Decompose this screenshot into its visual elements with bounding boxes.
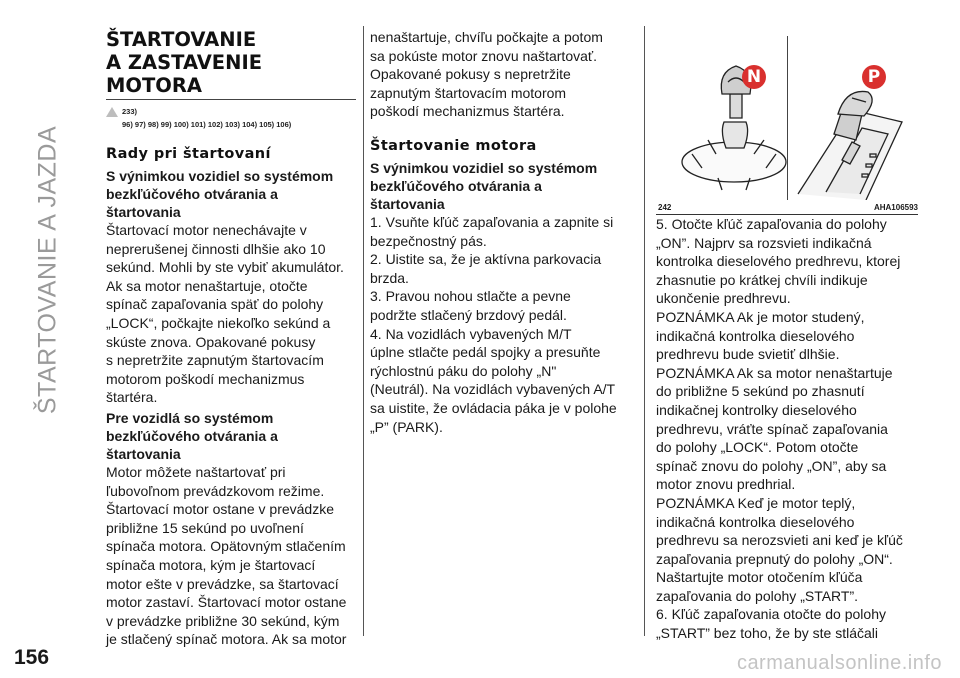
text-line: motor ešte v prevádzke, sa štartovací <box>106 575 339 592</box>
text-line: indikačnej kontrolky dieselového <box>656 401 857 418</box>
text-line: „ON”. Najprv sa rozsvieti indikačná <box>656 234 872 251</box>
warning-ref-text: 233) <box>122 107 138 116</box>
text-line: indikačná kontrolka dieselového <box>656 513 855 530</box>
text-line: Ak sa motor nenaštartuje, otočte <box>106 277 308 294</box>
text-line: „LOCK“, počkajte niekoľko sekúnd a <box>106 314 331 331</box>
warning-reference <box>106 106 356 117</box>
text-line: do približne 5 sekúnd po zhasnutí <box>656 383 865 400</box>
column-divider <box>363 26 364 636</box>
text-line: POZNÁMKA Keď je motor teplý, <box>656 494 856 511</box>
text-line: POZNÁMKA Ak je motor studený, <box>656 308 865 325</box>
note-references <box>106 119 356 130</box>
text-line: indikačná kontrolka dieselového <box>656 327 855 344</box>
text-line: (Neutrál). Na vozidlách vybavených A/T <box>370 381 616 398</box>
text-line: sa pokúste motor znovu naštartovať. <box>370 47 598 64</box>
figure-code: AHA106593 <box>873 203 918 212</box>
figure-number: 242 <box>658 203 672 212</box>
subsection-title <box>370 159 628 213</box>
title-line: ŠTARTOVANIE <box>106 28 257 51</box>
text-line: predhrevu bude svietiť dlhšie. <box>656 346 840 363</box>
subsection-title <box>106 409 356 463</box>
manual-shifter-icon <box>682 66 786 190</box>
park-badge: P <box>862 65 886 89</box>
text-line: spínač zapaľovania späť do polohy <box>106 296 324 313</box>
neutral-badge: N <box>742 65 766 89</box>
text-line: do polohy „LOCK“. Potom otočte <box>656 439 859 456</box>
gear-lever-illustration <box>656 22 918 200</box>
text-line: s nepretržite zapnutým štartovacím <box>106 352 324 369</box>
text-line: štartéra. <box>106 389 158 406</box>
page-title <box>106 28 356 97</box>
text-line: predhrevu sa nerozsvieti ani keď je kľúč <box>656 532 903 549</box>
title-line: A ZASTAVENIE <box>106 51 263 74</box>
note-icon <box>106 120 118 130</box>
text-line: Štartovací motor ostane v prevádzke <box>106 501 334 518</box>
subsection-title-line: bezkľúčového otvárania a <box>106 427 278 444</box>
text-line: podržte stlačený brzdový pedál. <box>370 306 567 323</box>
text-line: ľubovoľnom prevádzkovom režime. <box>106 482 325 499</box>
text-line: 5. Otočte kľúč zapaľovania do polohy <box>656 216 887 232</box>
text-line: zapnutým štartovacím motorom <box>370 84 567 101</box>
paragraph <box>656 215 918 643</box>
text-line: zapaľovania do polohy „START”. <box>656 587 859 604</box>
text-line: motor znovu predhrial. <box>656 476 796 493</box>
subsection-title-line: štartovania <box>370 195 445 212</box>
text-line: sekúnd. Mohli by ste vybiť akumulátor. <box>106 259 344 276</box>
text-line: 3. Pravou nohou stlačte a pevne <box>370 288 571 305</box>
title-divider <box>106 99 356 100</box>
text-line: skúste znova. Opakované pokusy <box>106 333 316 350</box>
subsection-title-line: štartovania <box>106 204 181 220</box>
title-line: MOTORA <box>106 74 202 97</box>
text-line: sa uistite, že ovládacia páka je v polohe <box>370 399 617 416</box>
subsection-title-line: bezkľúčového otvárania a <box>370 177 542 194</box>
gear-lever-figure <box>656 22 918 200</box>
automatic-selector-icon <box>798 91 902 200</box>
subsection-title <box>106 167 356 221</box>
text-line: rýchlostnú páku do polohy „N" <box>370 362 557 379</box>
text-line: „START” bez toho, že by ste stláčali <box>656 625 879 642</box>
paragraph <box>106 463 356 649</box>
text-line: 6. Kľúč zapaľovania otočte do polohy <box>656 606 886 623</box>
text-line: motor zastaví. Štartovací motor ostane <box>106 594 347 611</box>
text-line: 1. Vsuňte kľúč zapaľovania a zapnite si <box>370 213 614 230</box>
text-line: Opakované pokusy s nepretržite <box>370 66 571 83</box>
page-number: 156 <box>14 646 50 669</box>
subsection-title-line: Pre vozidlá so systémom <box>106 409 274 426</box>
text-line: poškodí mechanizmus štartéra. <box>370 103 565 120</box>
text-line: brzda. <box>370 269 409 286</box>
text-line: kontrolka dieselového predhrevu, ktorej <box>656 253 901 270</box>
text-line: Motor môžete naštartovať pri <box>106 463 286 480</box>
column-divider <box>644 26 645 636</box>
text-line: zhasnutie po krátkej chvíli indikuje <box>656 271 868 288</box>
text-line: spínača motora. Opätovným stlačením <box>106 538 346 555</box>
column-2 <box>370 28 628 436</box>
watermark: carmanualsonline.info <box>736 652 942 674</box>
text-line: 2. Uistite sa, že je aktívna parkovacia <box>370 251 602 268</box>
text-line: POZNÁMKA Ak sa motor nenaštartuje <box>656 364 893 381</box>
text-line: Naštartujte motor otočením kľúča <box>656 569 863 586</box>
text-line: 4. Na vozidlách vybavených M/T <box>370 325 572 342</box>
figure-caption <box>658 203 918 212</box>
text-line: predhrevu, vráťte spínač zapaľovania <box>656 420 888 437</box>
section-title: Rady pri štartovaní <box>106 146 271 162</box>
text-line: približne 15 sekúnd po uvoľnení <box>106 519 304 536</box>
text-line: spínača motora, kým je štartovací <box>106 556 316 573</box>
text-line: bezpečnostný pás. <box>370 232 487 249</box>
text-line: „P” (PARK). <box>370 418 443 435</box>
subsection-title-line: bezkľúčového otvárania a <box>106 186 278 202</box>
subsection-title-line: S výnimkou vozidiel so systémom <box>370 159 598 176</box>
text-line: úplne stlačte pedál spojky a presuňte <box>370 344 601 361</box>
column-3 <box>656 22 918 643</box>
chapter-side-title: ŠTARTOVANIE A JAZDA <box>33 125 62 415</box>
text-line: spínač znovu do polohy „ON”, aby sa <box>656 457 887 474</box>
note-ref-text: 96) 97) 98) 99) 100) 101) 102) 103) 104) 105) 106) <box>122 120 292 129</box>
section-title: Štartovanie motora <box>370 137 537 154</box>
column-1 <box>106 22 356 649</box>
text-line: je stlačený spínač motora. Ak sa motor <box>106 631 347 648</box>
text-line: Štartovací motor nenechávajte v <box>106 222 307 238</box>
subsection-title-line: S výnimkou vozidiel so systémom <box>106 168 334 184</box>
text-line: v prevádzke približne 30 sekúnd, kým <box>106 612 340 629</box>
warning-triangle-icon <box>106 107 118 117</box>
text-line: neprerušenej činnosti dlhšie ako 10 <box>106 240 326 257</box>
text-line: nenaštartuje, chvíľu počkajte a potom <box>370 29 603 45</box>
paragraph <box>106 221 356 407</box>
text-line: zapaľovania prepnutý do polohy „ON“. <box>656 550 893 567</box>
steps-list <box>370 213 628 436</box>
subsection-title-line: štartovania <box>106 445 181 462</box>
text-line: ukončenie predhrevu. <box>656 290 791 307</box>
paragraph <box>370 28 628 121</box>
text-line: motorom poškodí mechanizmus <box>106 370 305 387</box>
